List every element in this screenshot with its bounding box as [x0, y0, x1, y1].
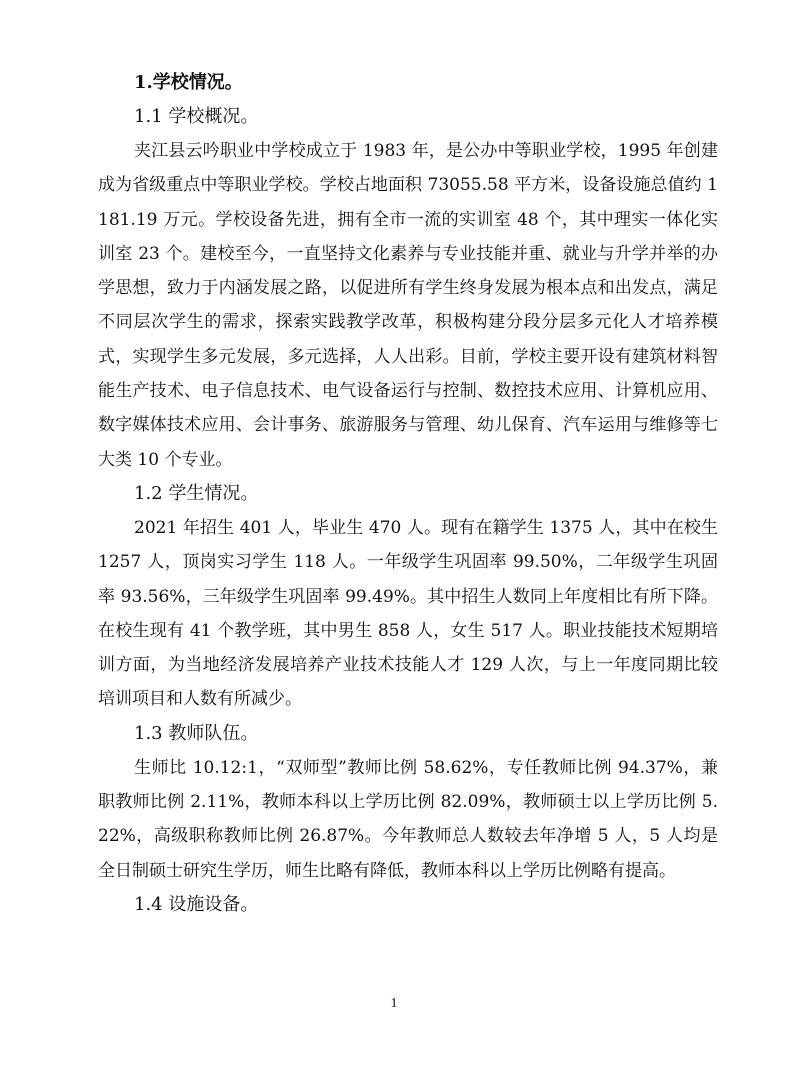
section-heading-1-4: 1.4 设施设备。	[134, 893, 259, 915]
paragraph-school-overview: 夹江县云吟职业中学校成立于 1983 年，是公办中等职业学校，1995 年创建成为省级重点中等职业学校。学校占地面积 73055.58 平方米，设备设施总值约 1181.19 万元。学校设备先进，拥有全市一流的实训室 48 个，其中理实一体化实训室 23 个。建校至今，一直坚持文化素养与专业技能并重、就业与升学并举的办学思想，致力于内涵发展之路，以促进所有学生终身发展为根本点和出发点，满足不同层次学生的需求，探索实践教学改革，积极构建分段分层多元化人才培养模式，实现学生多元发展，多元选择，人人出彩。目前，学校主要开设有建筑材料智能生产技术、电子信息技术、电气设备运行与控制、数控技术应用、计算机应用、数字媒体技术应用、会计事务、旅游服务与管理、幼儿保育、汽车运用与维修等七大类 10 个专业。	[98, 141, 718, 470]
paragraph-student-situation: 2021 年招生 401 人，毕业生 470 人。现有在籍学生 1375 人，其中在校生 1257 人，顶岗实习学生 118 人。一年级学生巩固率 99.50%，二年级学生巩固率 93.56%，三年级学生巩固率 99.49%。其中招生人数同上年度相比有所下降。在校生现有 41 个教学班，其中男生 858 人，女生 517 人。职业技能技术短期培训方面，为当地经济发展培养产业技术技能人才 129 人次，与上一年度同期比较培训项目和人数有所减少。	[98, 517, 718, 710]
section-heading-1: 1.学校情况。	[134, 72, 243, 93]
section-heading-1-2: 1.2 学生情况。	[134, 482, 259, 504]
page-number: 1	[390, 996, 398, 1011]
section-heading-1-3: 1.3 教师队伍。	[134, 722, 259, 744]
paragraph-teacher-team: 生师比 10.12:1，“双师型”教师比例 58.62%，专任教师比例 94.37%，兼职教师比例 2.11%，教师本科以上学历比例 82.09%，教师硕士以上学历比例 5.22%，高级职称教师比例 26.87%。今年教师总人数较去年净增 5 人，5 人均是全日制硕士研究生学历，师生比略有降低，教师本科以上学历比例略有提高。	[98, 757, 718, 881]
section-heading-1-1: 1.1 学校概况。	[134, 106, 259, 127]
document-body	[98, 66, 718, 922]
